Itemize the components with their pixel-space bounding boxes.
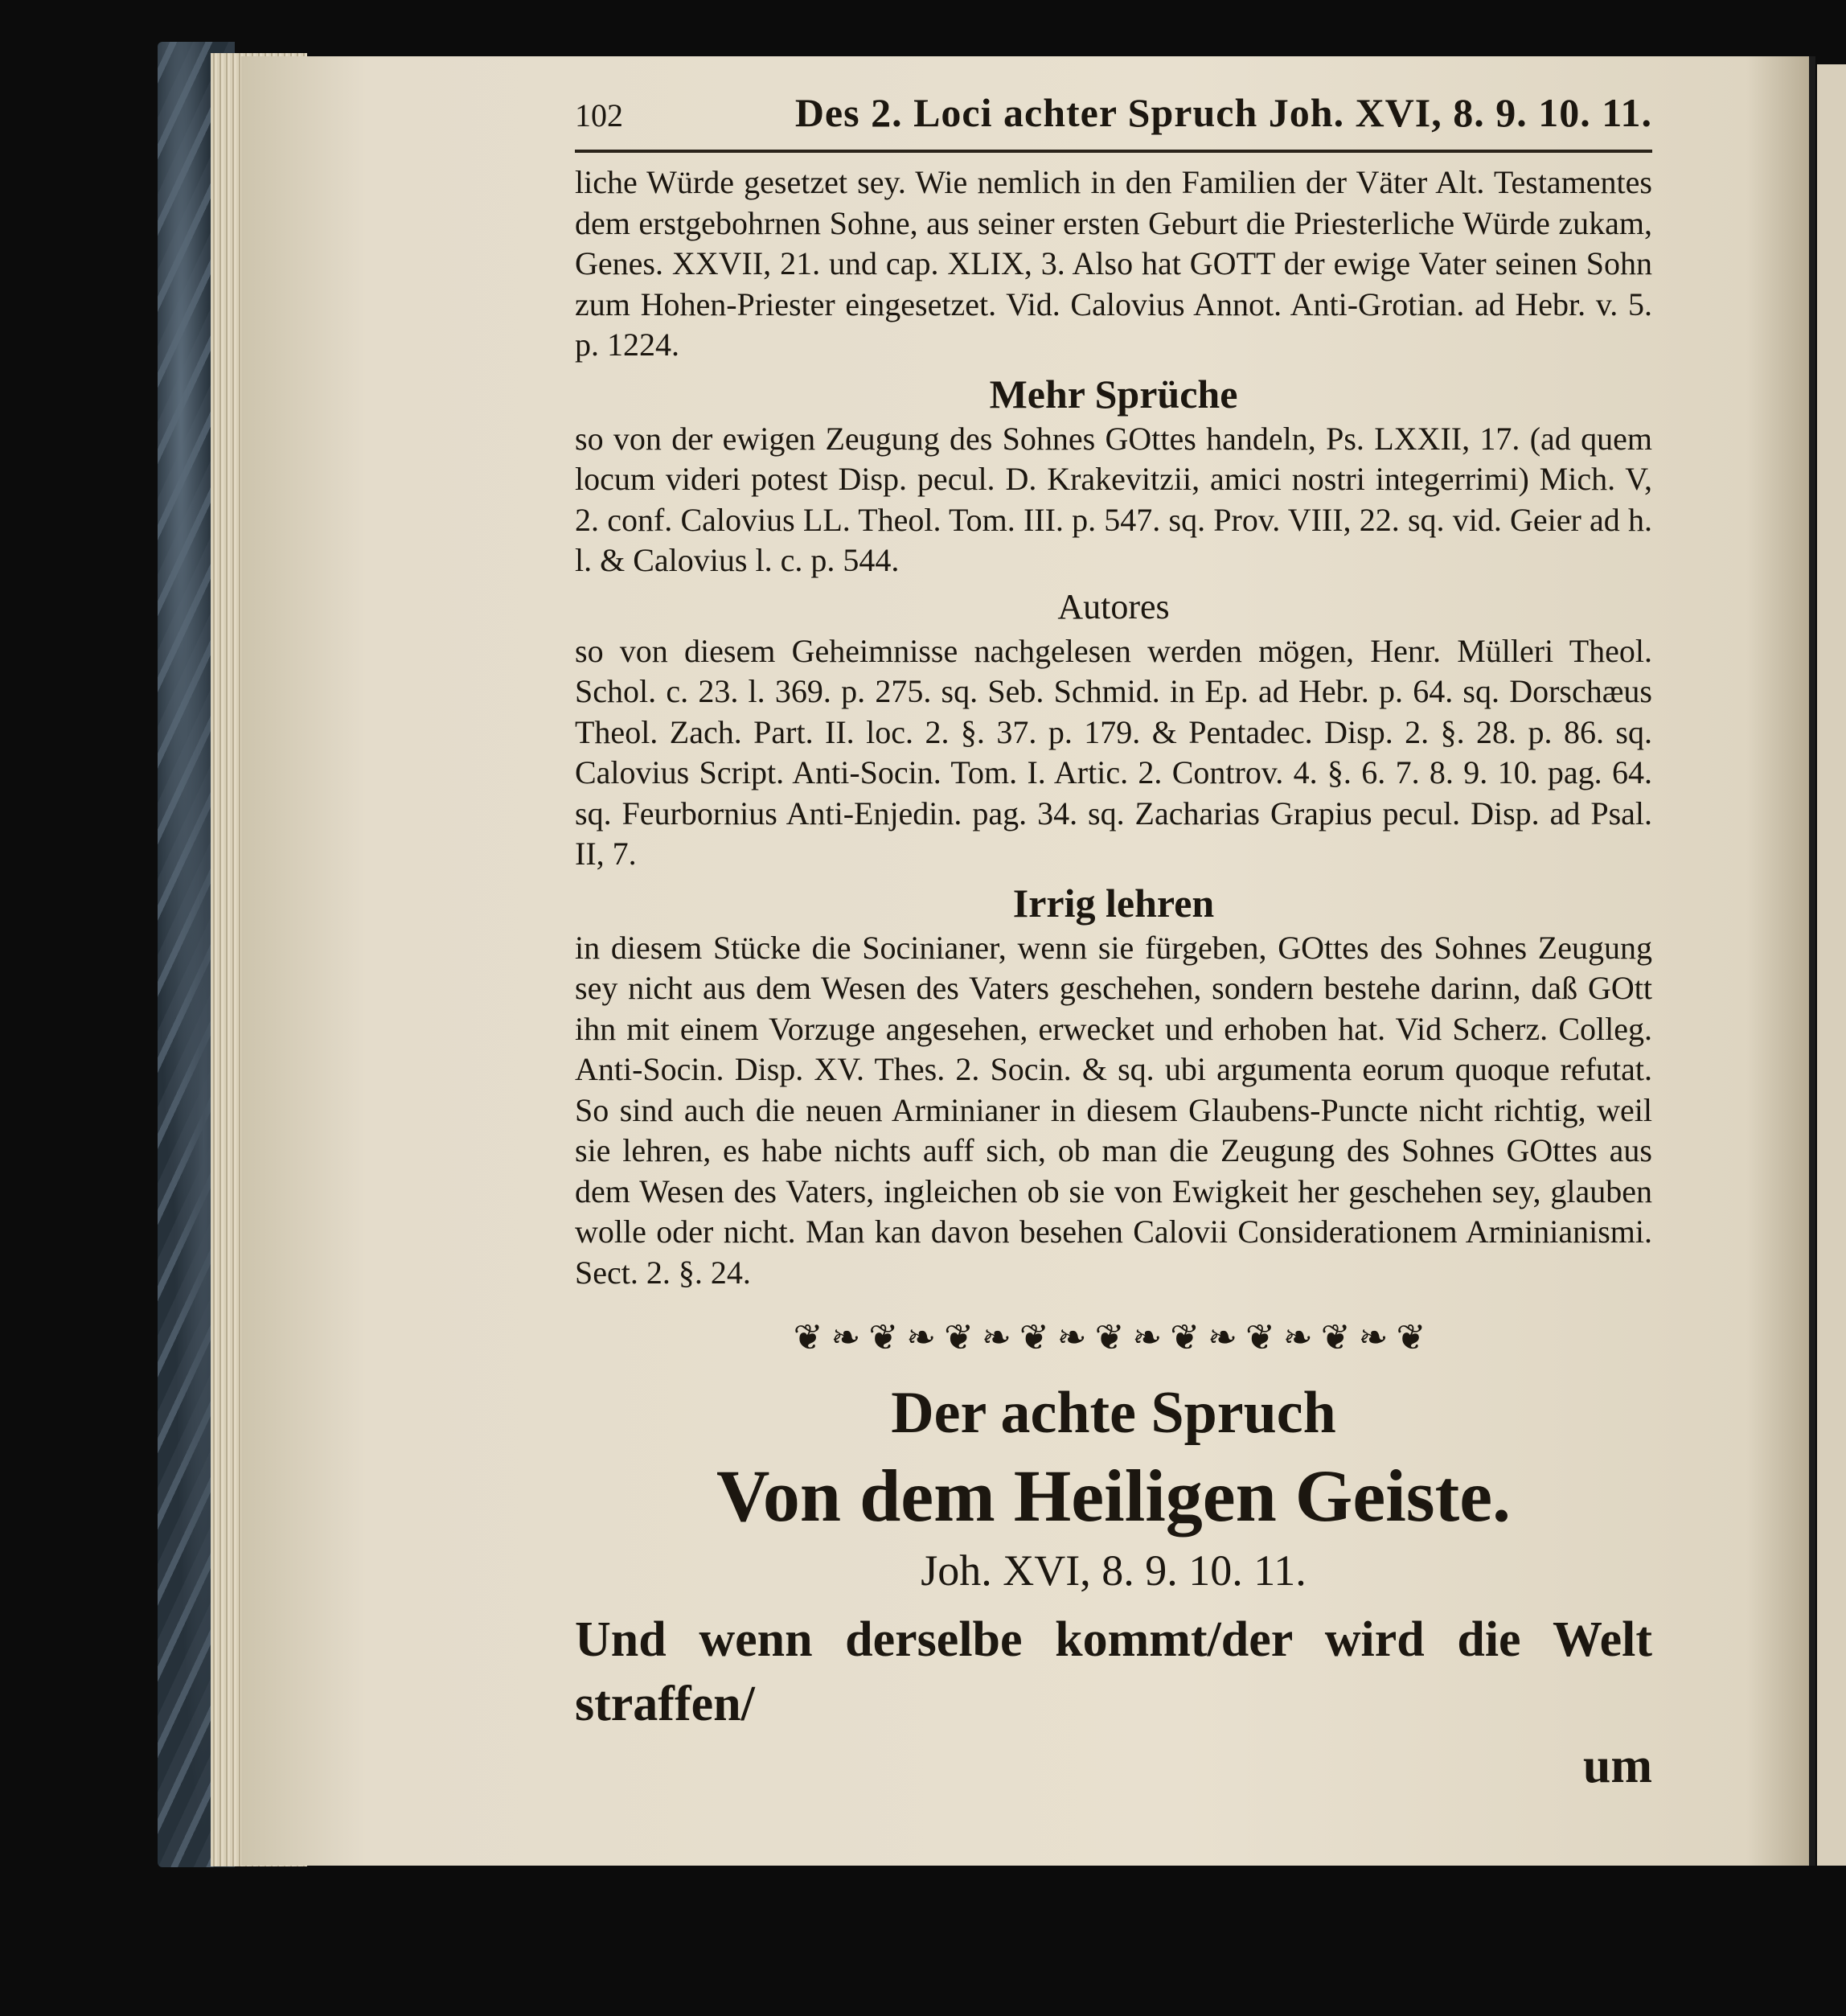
paragraph-4: in diesem Stücke die Socinianer, wenn sie fürgeben, GOttes des Sohnes Zeugung sey nicht aus dem Wesen des Vaters geschehen, sondern bestehe darinn, daß GOtt ihn mit einem Vorzuge angesehen, erwecket und erhoben hat. Vid Scherz. Colleg. Anti-Socin. Disp. XV. Thes. 2. Socin. & sq. ubi argumenta eorum quoque refutat. So sind auch die neuen Arminianer in diesem Glaubens-Puncte nicht richtig, weil sie lehren, es habe nichts auff sich, ob man die Zeugung des Sohnes GOttes aus dem Wesen des Vaters, ingleichen ob sie von Ewigkeit her geschehen sey, glauben wolle oder nicht. Man kan davon besehen Calovii Considerationem Arminianismi. Sect. 2. §. 24. xyxy=(575,929,1652,1291)
section-title-line-1: Der achte Spruch xyxy=(891,1380,1336,1446)
paragraph-3: so von diesem Geheimnisse nachgelesen werden mögen, Henr. Mülleri Theol. Schol. c. 23. l. 369. p. 275. sq. Seb. Schmid. in Ep. ad Hebr. p. 64. sq. Dorschæus Theol. Zach. Part. II. loc. 2. §. 37. p. 179. & Pentadec. Disp. 2. §. 28. p. 86. sq. Calovius Script. Anti-Socin. Tom. I. Artic. 2. Controv. 4. §. 6. 7. 8. 9. 10. pag. 64. sq. Feurbornius Anti-Enjedin. pag. 34. sq. Zacharias Grapius pecul. Disp. ad Psal. II, 7. xyxy=(575,632,1652,872)
verse-text: Und wenn derselbe kommt/der wird die Welt straffen/ xyxy=(575,1612,1652,1731)
ornament-divider: ❦❧❦❧❦❧❦❧❦❧❦❧❦❧❦❧❦ xyxy=(793,1317,1434,1358)
bible-reference: Joh. XVI, 8. 9. 10. 11. xyxy=(921,1546,1307,1595)
heading-autores: Autores xyxy=(1057,586,1170,626)
section-title-line-2: Von dem Heiligen Geiste. xyxy=(716,1455,1512,1537)
running-title: Des 2. Loci achter Spruch Joh. XVI, 8. 9. 10. 11. xyxy=(794,90,1652,135)
heading-mehr-sprueche: Mehr Sprüche xyxy=(989,371,1238,417)
catchword: um xyxy=(1582,1739,1652,1793)
paragraph-1: liche Würde gesetzet sey. Wie nemlich in den Familien der Väter Alt. Testamentes dem erstgebohrnen Sohne, aus seiner ersten Geburt die Priesterliche Würde zukam, Genes. XXVII, 21. und cap. XLIX, 3. Also hat GOTT der ewige Vater seinen Sohn zum Hohen-Priester eingesetzet. Vid. Calovius Annot. Anti-Grotian. ad Hebr. v. 5. p. 1224. xyxy=(575,164,1652,363)
page-number: 102 xyxy=(575,97,623,133)
heading-irrig-lehren: Irrig lehren xyxy=(1012,880,1215,926)
text-block xyxy=(575,88,1652,1796)
running-header xyxy=(575,88,1652,153)
facing-page-edge xyxy=(1817,64,1846,1866)
paragraph-2: so von der ewigen Zeugung des Sohnes GOttes handeln, Ps. LXXII, 17. (ad quem locum videri potest Disp. pecul. D. Krakevitzii, amici nostri integerrimi) Mich. V, 2. conf. Calovius LL. Theol. Tom. III. p. 547. sq. Prov. VIII, 22. sq. vid. Geier ad h. l. & Calovius l. c. p. 544. xyxy=(575,420,1652,578)
